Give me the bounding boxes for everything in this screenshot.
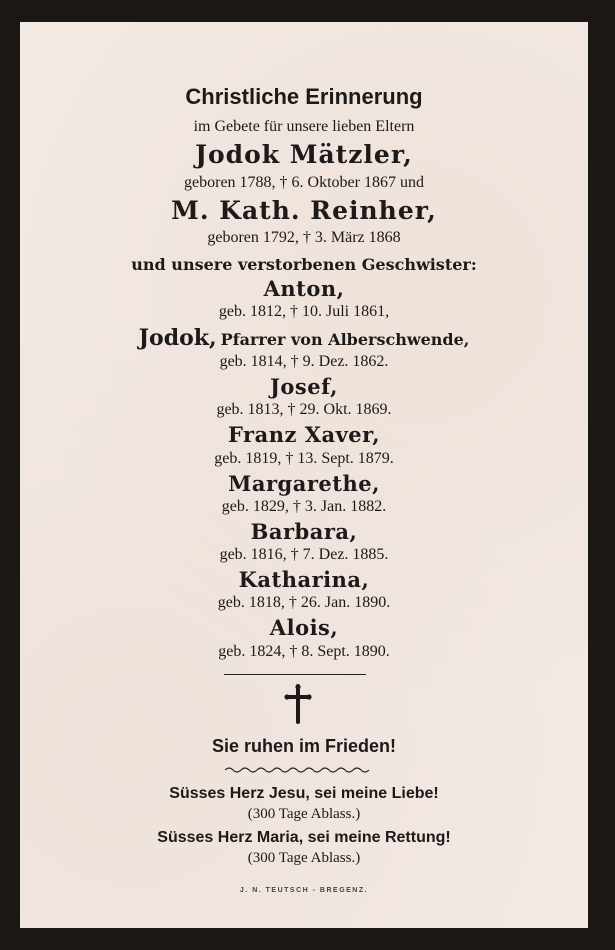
sibling-dates: geb. 1814, † 9. Dez. 1862.: [219, 353, 389, 370]
sibling-name: Josef,: [269, 374, 338, 399]
divider-rule: [224, 674, 366, 675]
printer-mark: J. N. TEUTSCH - BREGENZ.: [239, 887, 369, 894]
indulgence-note: (300 Tage Ablass.): [247, 806, 361, 822]
mother-name: M. Kath. Reinher,: [171, 196, 437, 225]
wavy-divider: [225, 766, 371, 774]
sibling-dates: geb. 1829, † 3. Jan. 1882.: [221, 498, 387, 515]
sibling-dates: geb. 1816, † 7. Dez. 1885.: [219, 546, 389, 563]
card-heading: Christliche Erinnerung: [185, 84, 423, 109]
sibling-dates: geb. 1819, † 13. Sept. 1879.: [214, 450, 394, 467]
siblings-intro: und unsere verstorbenen Geschwister:: [131, 255, 477, 274]
sibling-name: Anton,: [263, 276, 345, 301]
rest-in-peace: Sie ruhen im Frieden!: [211, 736, 397, 756]
sibling-dates: geb. 1812, † 10. Juli 1861,: [218, 303, 390, 320]
father-dates: geboren 1788, † 6. Oktober 1867 und: [184, 174, 424, 191]
prayer-line: im Gebete für unsere lieben Eltern: [193, 118, 415, 135]
sibling-title: Pfarrer von Alberschwende,: [220, 330, 470, 349]
sibling-dates: geb. 1813, † 29. Okt. 1869.: [216, 401, 392, 418]
prayer-text: Süsses Herz Jesu, sei meine Liebe!: [169, 785, 439, 802]
sibling-name: Barbara,: [250, 519, 358, 544]
sibling-name: Margarethe,: [228, 471, 380, 496]
prayer-text: Süsses Herz Maria, sei meine Rettung!: [157, 829, 451, 846]
indulgence-note: (300 Tage Ablass.): [247, 850, 361, 866]
sibling-dates: geb. 1824, † 8. Sept. 1890.: [218, 643, 390, 660]
memorial-card: [20, 22, 588, 928]
sibling-name: Jodok,: [138, 325, 217, 351]
sibling-name-row: [20, 325, 588, 351]
mother-dates: geboren 1792, † 3. März 1868: [207, 229, 401, 246]
sibling-dates: geb. 1818, † 26. Jan. 1890.: [217, 594, 391, 611]
sibling-name: Franz Xaver,: [227, 422, 381, 447]
sibling-name: Katharina,: [238, 567, 370, 592]
sibling-name: Alois,: [269, 615, 339, 640]
father-name: Jodok Mätzler,: [195, 140, 413, 169]
cross-icon: [284, 682, 312, 726]
